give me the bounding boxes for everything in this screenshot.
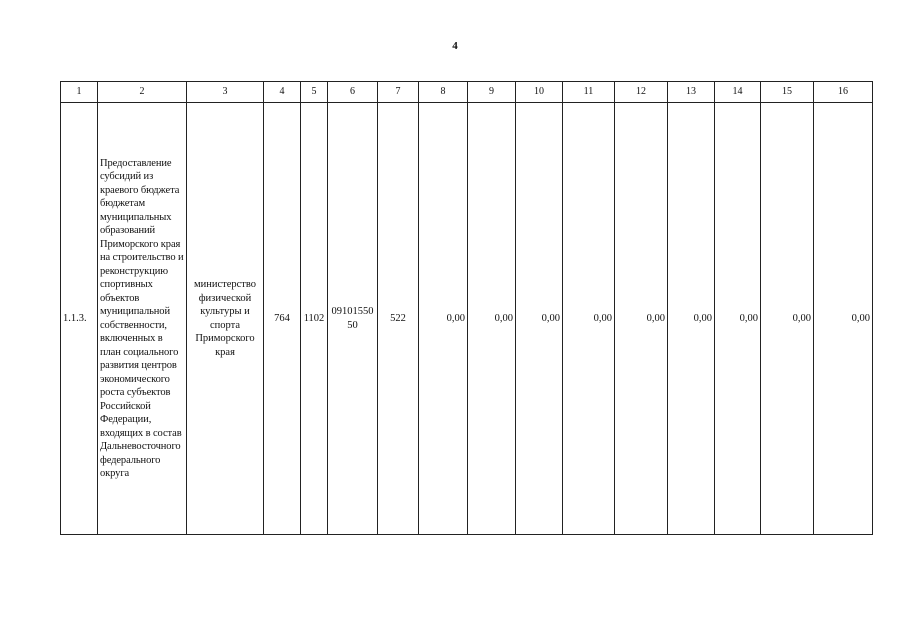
expense-type-code: 522 <box>378 103 419 535</box>
column-header-12: 12 <box>615 82 668 103</box>
table-row <box>61 103 873 535</box>
column-header-16: 16 <box>814 82 873 103</box>
amount-cell: 0,00 <box>761 103 814 535</box>
column-header-4: 4 <box>264 82 301 103</box>
item-description: Предоставление субсидий из краевого бюджета бюджетам муниципальных образований Приморского края на строительство и реконструкцию спортивных объектов муниципальной собственности, включенных в план социального развития центров экономического роста субъектов Российской Федерации, входящих в состав Дальневосточного федерального округа <box>98 103 187 535</box>
column-header-13: 13 <box>668 82 715 103</box>
amount-cell: 0,00 <box>419 103 468 535</box>
responsible-organization: министерство физической культуры и спорта Приморского края <box>187 103 264 535</box>
column-header-3: 3 <box>187 82 264 103</box>
grbs-code: 764 <box>264 103 301 535</box>
amount-cell: 0,00 <box>668 103 715 535</box>
column-header-10: 10 <box>516 82 563 103</box>
column-header-9: 9 <box>468 82 516 103</box>
column-header-1: 1 <box>61 82 98 103</box>
header-row <box>61 82 873 103</box>
column-header-8: 8 <box>419 82 468 103</box>
column-header-5: 5 <box>301 82 328 103</box>
budget-table <box>60 81 873 535</box>
amount-cell: 0,00 <box>615 103 668 535</box>
amount-cell: 0,00 <box>516 103 563 535</box>
amount-cell: 0,00 <box>468 103 516 535</box>
column-header-7: 7 <box>378 82 419 103</box>
amount-cell: 0,00 <box>814 103 873 535</box>
column-header-11: 11 <box>563 82 615 103</box>
amount-cell: 0,00 <box>563 103 615 535</box>
column-header-14: 14 <box>715 82 761 103</box>
column-header-6: 6 <box>328 82 378 103</box>
column-header-15: 15 <box>761 82 814 103</box>
item-number: 1.1.3. <box>61 103 98 535</box>
target-article-code: 09101550 50 <box>328 103 378 535</box>
amount-cell: 0,00 <box>715 103 761 535</box>
page-number: 4 <box>452 40 458 52</box>
column-header-2: 2 <box>98 82 187 103</box>
section-code: 1102 <box>301 103 328 535</box>
